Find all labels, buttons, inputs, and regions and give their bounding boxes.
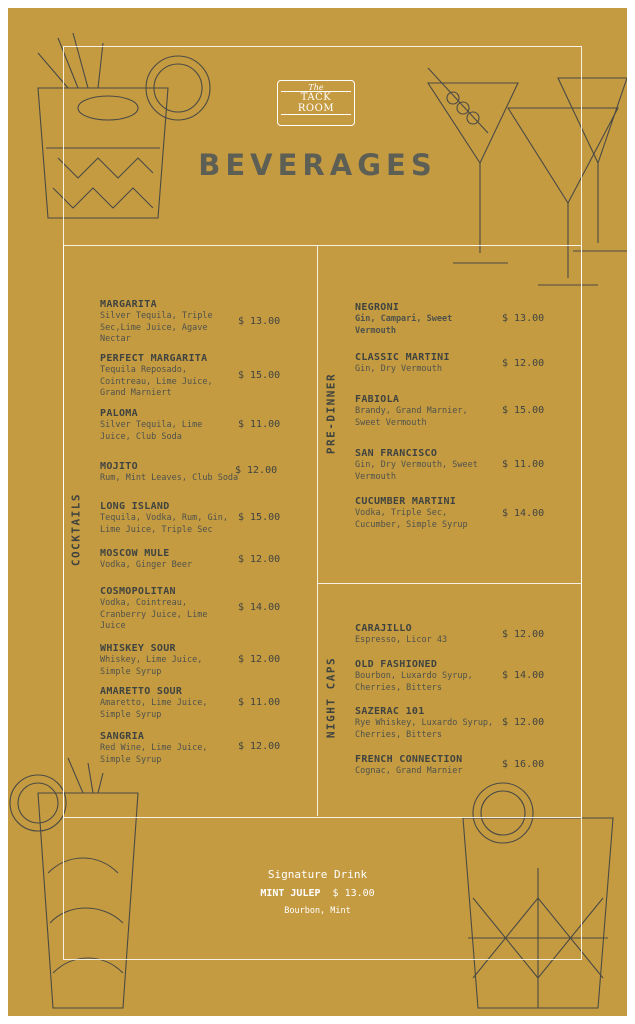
item-desc: Cointreau, Lime Juice, (100, 376, 213, 387)
item-desc: Cranberry Juice, Lime (100, 609, 208, 620)
item-price: $ 12.00 (502, 629, 545, 640)
item-price: $ 12.00 (235, 465, 278, 476)
item-price: $ 11.00 (238, 697, 281, 708)
section-label-night-caps: NIGHT CAPS (324, 656, 338, 739)
item-price: $ 12.00 (502, 358, 545, 369)
menu-item (355, 393, 468, 429)
item-name: COSMOPOLITAN (100, 586, 176, 597)
item-price: $ 11.00 (238, 419, 281, 430)
item-price: $ 13.00 (502, 313, 545, 324)
item-desc: Silver Tequila, Triple (100, 311, 213, 321)
item-desc: Rye Whiskey, Luxardo Syrup, (355, 718, 494, 728)
item-name: CUCUMBER MARTINI (355, 496, 457, 507)
item-price: $ 15.00 (502, 405, 545, 416)
item-name: LONG ISLAND (100, 501, 170, 512)
item-name: MARGARITA (100, 299, 157, 310)
item-price: $ 14.00 (502, 508, 545, 519)
menu-item (355, 351, 450, 376)
item-desc: Juice (100, 621, 126, 631)
signature-drink-desc: Bourbon, Mint (284, 906, 351, 916)
item-name: PALOMA (100, 408, 138, 419)
item-desc: Amaretto, Lime Juice, (100, 698, 208, 708)
section-label-cocktails: COCKTAILS (69, 492, 83, 567)
item-desc: Tequila Reposado, (100, 365, 187, 375)
item-name: AMARETTO SOUR (100, 686, 183, 697)
item-name: OLD FASHIONED (355, 659, 438, 670)
item-desc: Whiskey, Lime Juice, (100, 655, 203, 665)
item-desc: Bourbon, Luxardo Syrup, (355, 671, 473, 681)
item-desc: Vermouth (355, 471, 396, 482)
item-name: CLASSIC MARTINI (355, 352, 450, 363)
tack-room-logo (277, 80, 355, 126)
menu-item (355, 447, 478, 483)
menu-item (100, 407, 202, 443)
signature-drink-price: $ 13.00 (332, 888, 375, 899)
item-desc: Juice, Club Soda (100, 431, 182, 442)
item-price: $ 12.00 (502, 717, 545, 728)
signature-drink-name: MINT JULEP (260, 888, 321, 899)
item-desc: Rum, Mint Leaves, Club Soda (100, 473, 239, 483)
item-desc: Cherries, Bitters (355, 682, 442, 693)
item-price: $ 16.00 (502, 759, 545, 770)
item-name: NEGRONI (355, 302, 400, 313)
item-price: $ 14.00 (502, 670, 545, 681)
item-name: SAN FRANCISCO (355, 448, 438, 459)
item-desc: Gin, Dry Vermouth (355, 364, 442, 374)
item-desc: Cucumber, Simple Syrup (355, 519, 468, 530)
item-name: MOJITO (100, 461, 138, 472)
item-desc: Gin, Dry Vermouth, Sweet (355, 460, 478, 470)
menu-item (100, 500, 228, 536)
item-desc: Grand Marniert (100, 388, 172, 398)
menu-item (355, 705, 493, 741)
item-desc: Vermouth (355, 325, 396, 336)
item-name: FRENCH CONNECTION (355, 754, 463, 765)
item-desc: Sec,Lime Juice, Agave (100, 322, 208, 333)
section-divider (317, 583, 581, 584)
item-desc: Cherries, Bitters (355, 729, 442, 740)
menu-item (100, 547, 192, 572)
item-desc: Simple Syrup (100, 754, 162, 765)
logo-small-text: The (308, 83, 324, 92)
item-desc: Silver Tequila, Lime (100, 420, 203, 430)
menu-item (100, 585, 207, 633)
item-name: SAZERAC 101 (355, 706, 425, 717)
item-desc: Brandy, Grand Marnier, (355, 406, 468, 416)
item-desc: Sweet Vermouth (355, 417, 427, 428)
menu-item (100, 352, 213, 400)
item-desc: Red Wine, Lime Juice, (100, 743, 208, 753)
item-price: $ 15.00 (238, 370, 281, 381)
signature-heading (8, 863, 627, 882)
menu-item (355, 495, 468, 531)
menu-page (8, 8, 627, 1016)
signature-desc-line (8, 898, 627, 917)
item-desc: Tequila, Vodka, Rum, Gin, (100, 513, 228, 523)
item-price: $ 14.00 (238, 602, 281, 613)
menu-item (100, 685, 207, 721)
menu-item (100, 298, 213, 346)
signature-heading-text: Signature Drink (267, 868, 368, 881)
item-desc: Lime Juice, Triple Sec (100, 524, 213, 535)
item-name: WHISKEY SOUR (100, 643, 176, 654)
column-divider (317, 245, 318, 816)
page-title: BEVERAGES (198, 148, 437, 182)
item-desc: Vodka, Ginger Beer (100, 560, 193, 570)
item-name: CARAJILLO (355, 623, 412, 634)
item-desc: Vodka, Triple Sec, (355, 508, 448, 518)
item-name: FABIOLA (355, 394, 400, 405)
item-price: $ 15.00 (238, 512, 281, 523)
item-desc: Nectar (100, 334, 131, 344)
menu-item (355, 753, 462, 778)
item-name: SANGRIA (100, 731, 145, 742)
menu-item (100, 730, 207, 766)
item-price: $ 12.00 (238, 741, 281, 752)
menu-item (100, 460, 238, 485)
menu-item (100, 642, 202, 678)
item-name: PERFECT MARGARITA (100, 353, 208, 364)
item-desc: Vodka, Cointreau, (100, 598, 187, 608)
section-label-pre-dinner: PRE-DINNER (324, 372, 338, 455)
item-price: $ 13.00 (238, 316, 281, 327)
item-desc: Simple Syrup (100, 666, 162, 677)
menu-item (355, 301, 452, 337)
logo-name: TACK ROOM (281, 91, 351, 115)
item-desc: Cognac, Grand Marnier (355, 766, 463, 776)
item-price: $ 12.00 (238, 654, 281, 665)
menu-item (355, 658, 473, 694)
item-price: $ 11.00 (502, 459, 545, 470)
item-desc: Simple Syrup (100, 709, 162, 720)
item-price: $ 12.00 (238, 554, 281, 565)
item-desc: Gin, Campari, Sweet (355, 314, 453, 324)
item-desc: Espresso, Licor 43 (355, 635, 448, 645)
item-name: MOSCOW MULE (100, 548, 170, 559)
menu-item (355, 622, 447, 647)
